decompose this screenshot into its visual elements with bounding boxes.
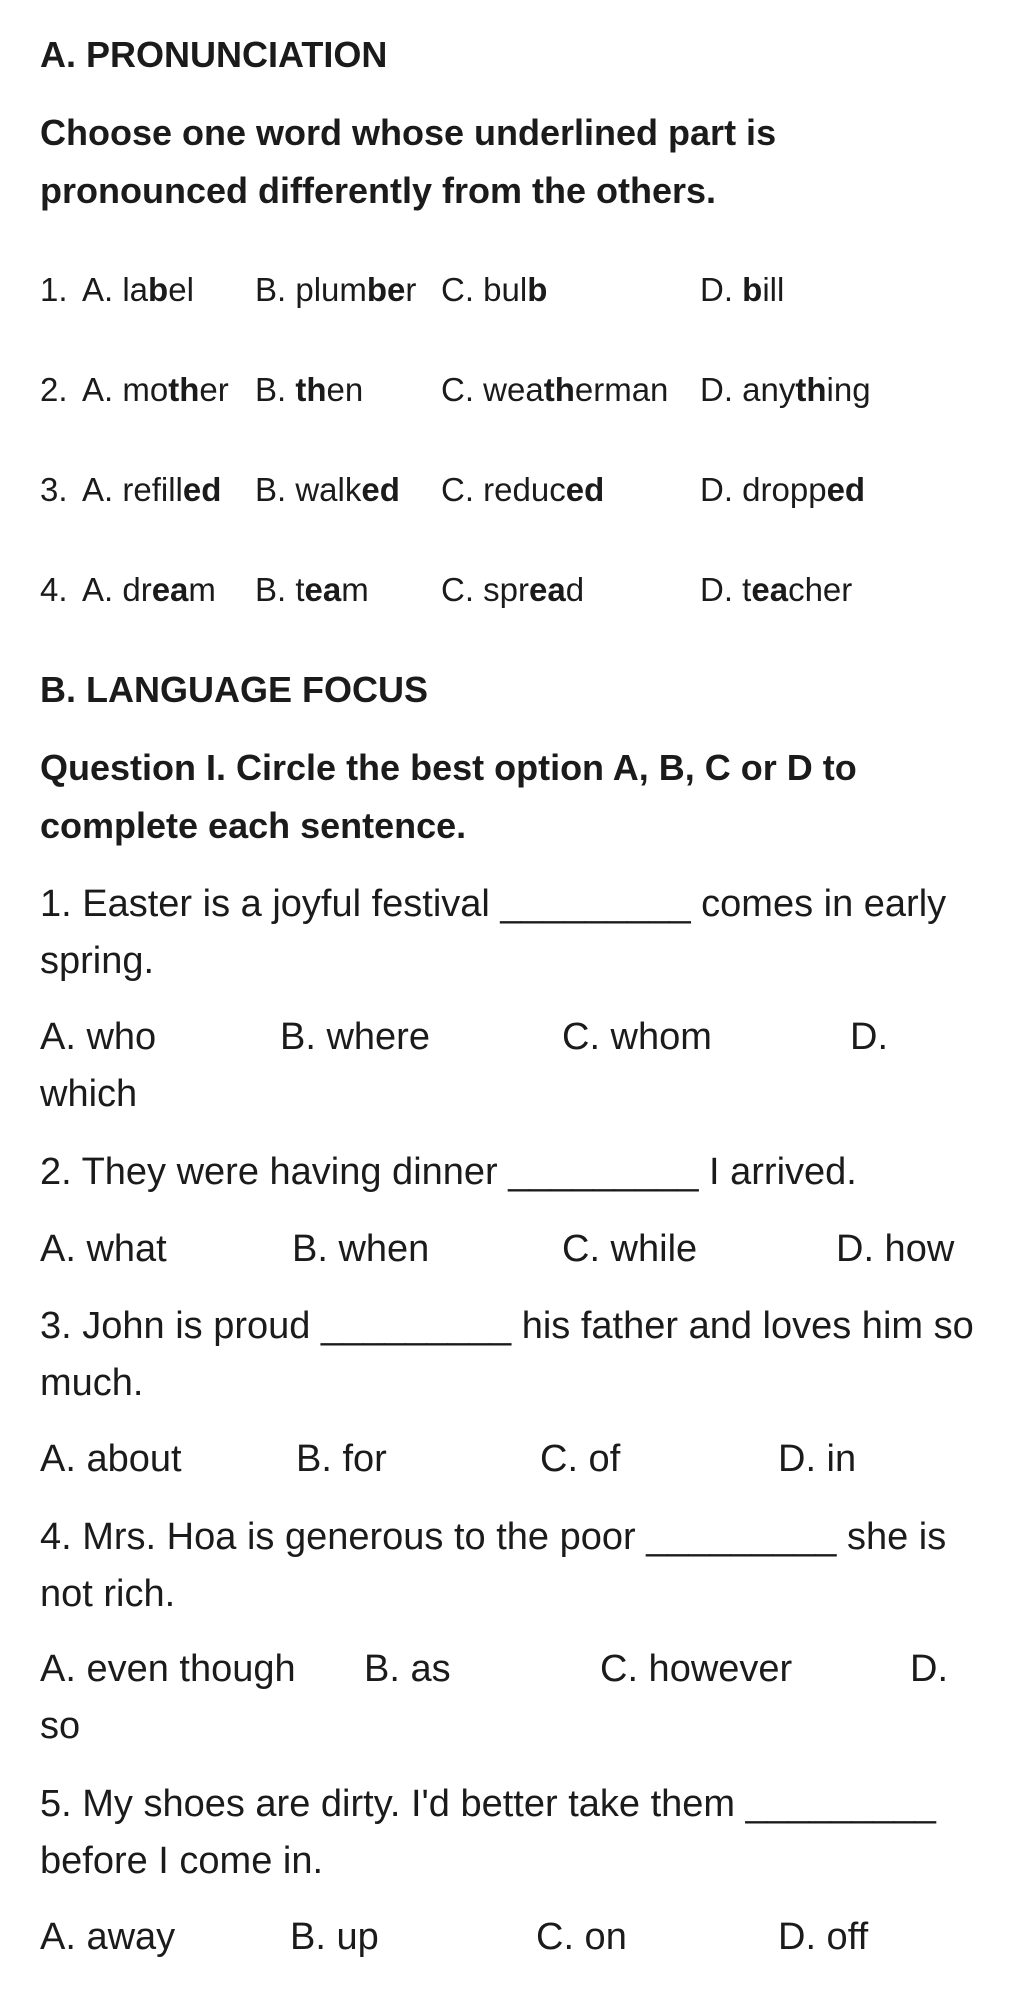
option-b[interactable]: B. when (292, 1228, 430, 1270)
option-c[interactable]: C. while (562, 1228, 698, 1270)
pron-item-1 (40, 268, 990, 312)
section-b-instruction: Question I. Circle the best option A, B, C or D to complete each sentence. (40, 747, 857, 846)
option-a[interactable]: A. what (40, 1228, 167, 1270)
pron-option-d[interactable]: D. dropped (700, 471, 866, 508)
section-a-title: A. PRONUNCIATION (40, 34, 388, 75)
option-a[interactable]: A. away (40, 1916, 176, 1958)
pron-item-3 (40, 468, 990, 512)
question-1-text: 1. Easter is a joyful festival _________ comes in early spring. (40, 883, 947, 982)
pron-item-number: 4. (40, 571, 68, 608)
option-b[interactable]: B. for (296, 1438, 387, 1480)
option-c[interactable]: C. however (600, 1648, 793, 1690)
question-2-options (40, 1221, 990, 1278)
pron-option-a[interactable]: A. refilled (82, 471, 222, 508)
option-b[interactable]: B. as (364, 1648, 451, 1690)
question-4-text: 4. Mrs. Hoa is generous to the poor _________ she is not rich. (40, 1516, 947, 1615)
question-4-option-d-word: so (40, 1705, 81, 1747)
pron-option-c[interactable]: C. bulb (441, 271, 548, 308)
pron-option-b[interactable]: B. then (255, 371, 364, 408)
pron-item-4 (40, 568, 990, 612)
pron-item-number: 3. (40, 471, 68, 508)
pron-item-number: 1. (40, 271, 68, 308)
option-d-prefix[interactable]: D. (910, 1648, 948, 1690)
question-2-text: 2. They were having dinner _________ I arrived. (40, 1151, 857, 1193)
pron-option-b[interactable]: B. walked (255, 471, 400, 508)
pron-option-b[interactable]: B. team (255, 571, 369, 608)
option-d[interactable]: D. off (778, 1916, 869, 1958)
pron-option-c[interactable]: C. reduced (441, 471, 605, 508)
pron-option-a[interactable]: A. dream (82, 571, 216, 608)
option-c[interactable]: C. on (536, 1916, 627, 1958)
pron-option-d[interactable]: D. teacher (700, 571, 853, 608)
option-b[interactable]: B. up (290, 1916, 379, 1958)
question-3-options (40, 1431, 990, 1488)
option-c[interactable]: C. of (540, 1438, 621, 1480)
question-5-options (40, 1909, 990, 1966)
option-d[interactable]: D. how (836, 1228, 955, 1270)
option-d[interactable]: D. in (778, 1438, 857, 1480)
pron-option-c[interactable]: C. spread (441, 571, 585, 608)
question-5-text: 5. My shoes are dirty. I'd better take them _________ before I come in. (40, 1783, 936, 1882)
section-a-instruction: Choose one word whose underlined part is pronounced differently from the others. (40, 112, 777, 211)
pron-option-d[interactable]: D. bill (700, 271, 785, 308)
option-c[interactable]: C. whom (562, 1016, 712, 1058)
option-b[interactable]: B. where (280, 1016, 430, 1058)
pron-option-a[interactable]: A. label (82, 271, 194, 308)
pron-option-d[interactable]: D. anything (700, 371, 871, 408)
question-4-options (40, 1641, 990, 1698)
option-a[interactable]: A. about (40, 1438, 182, 1480)
pron-item-number: 2. (40, 371, 68, 408)
section-b-title: B. LANGUAGE FOCUS (40, 669, 429, 710)
question-1-options (40, 1009, 990, 1066)
option-a[interactable]: A. even though (40, 1648, 296, 1690)
pron-option-c[interactable]: C. weatherman (441, 371, 669, 408)
pron-option-b[interactable]: B. plumber (255, 271, 417, 308)
option-d-prefix[interactable]: D. (850, 1016, 888, 1058)
question-1-option-d-word: which (40, 1073, 138, 1115)
pron-option-a[interactable]: A. mother (82, 371, 229, 408)
option-a[interactable]: A. who (40, 1016, 157, 1058)
pron-item-2 (40, 368, 990, 412)
question-3-text: 3. John is proud _________ his father and loves him so much. (40, 1305, 974, 1404)
